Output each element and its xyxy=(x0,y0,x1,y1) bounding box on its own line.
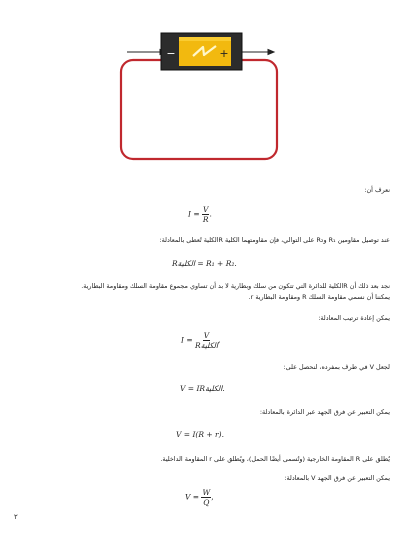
equation-ohm: I = $\frac{V}{R}$ . xyxy=(188,205,212,224)
battery-minus-sign: − xyxy=(166,47,176,60)
paragraph-voltage-work: يمكن التعبير عن فرق الجهد V بالمعادلة: xyxy=(284,474,390,482)
equation-current-total: I = $\frac{V}{\text{Rالكلية}}$ , xyxy=(181,331,221,350)
battery-plus-sign: + xyxy=(219,47,229,60)
page-number: ٢ xyxy=(14,513,18,521)
equation-work-charge: V = $\frac{W}{Q}$ , xyxy=(185,488,214,507)
equation-voltage-internal: V = I(R + r). xyxy=(176,430,224,439)
paragraph-isolate-v: لجعل V في طرف بمفرده، لنحصل على: xyxy=(283,363,390,371)
paragraph-potential-difference: يمكن التعبير عن فرق الجهد عبر الدائرة بالمعادلة: xyxy=(259,408,390,416)
paragraph-naming: يمكننا أن نسمي مقاومة السلك R ومقاومة البطارية r. xyxy=(248,293,390,301)
circuit-figure xyxy=(0,0,400,175)
circuit-wire xyxy=(121,60,277,159)
equation-voltage-total: V = IRالكلية. xyxy=(180,384,225,393)
paragraph-external-internal: يُطلق على R المقاومة الخارجية (وتُسمى أيضًا الحمل)، ويُطلق على r المقاومة الداخلية. xyxy=(160,455,390,463)
equation-series: Rالكلية = R₁ + R₂. xyxy=(172,259,237,268)
current-arrow-left xyxy=(127,50,166,55)
paragraph-intro: نعرف أن: xyxy=(364,186,390,194)
paragraph-rearrange: يمكن إعادة ترتيب المعادلة: xyxy=(318,314,390,322)
paragraph-series: عند توصيل مقاومين R₁ وR₂ على التوالي، فإن مقاومتهما الكلية Rالكلية تُعطى بالمعادلة: xyxy=(159,236,390,244)
paragraph-total-resistance: نجد بعد ذلك أن Rالكلية للدائرة التي تتكون من سلك وبطارية لا بد أن تساوي مجموع مقاومة السلك ومقاومة البطارية. xyxy=(81,282,390,290)
